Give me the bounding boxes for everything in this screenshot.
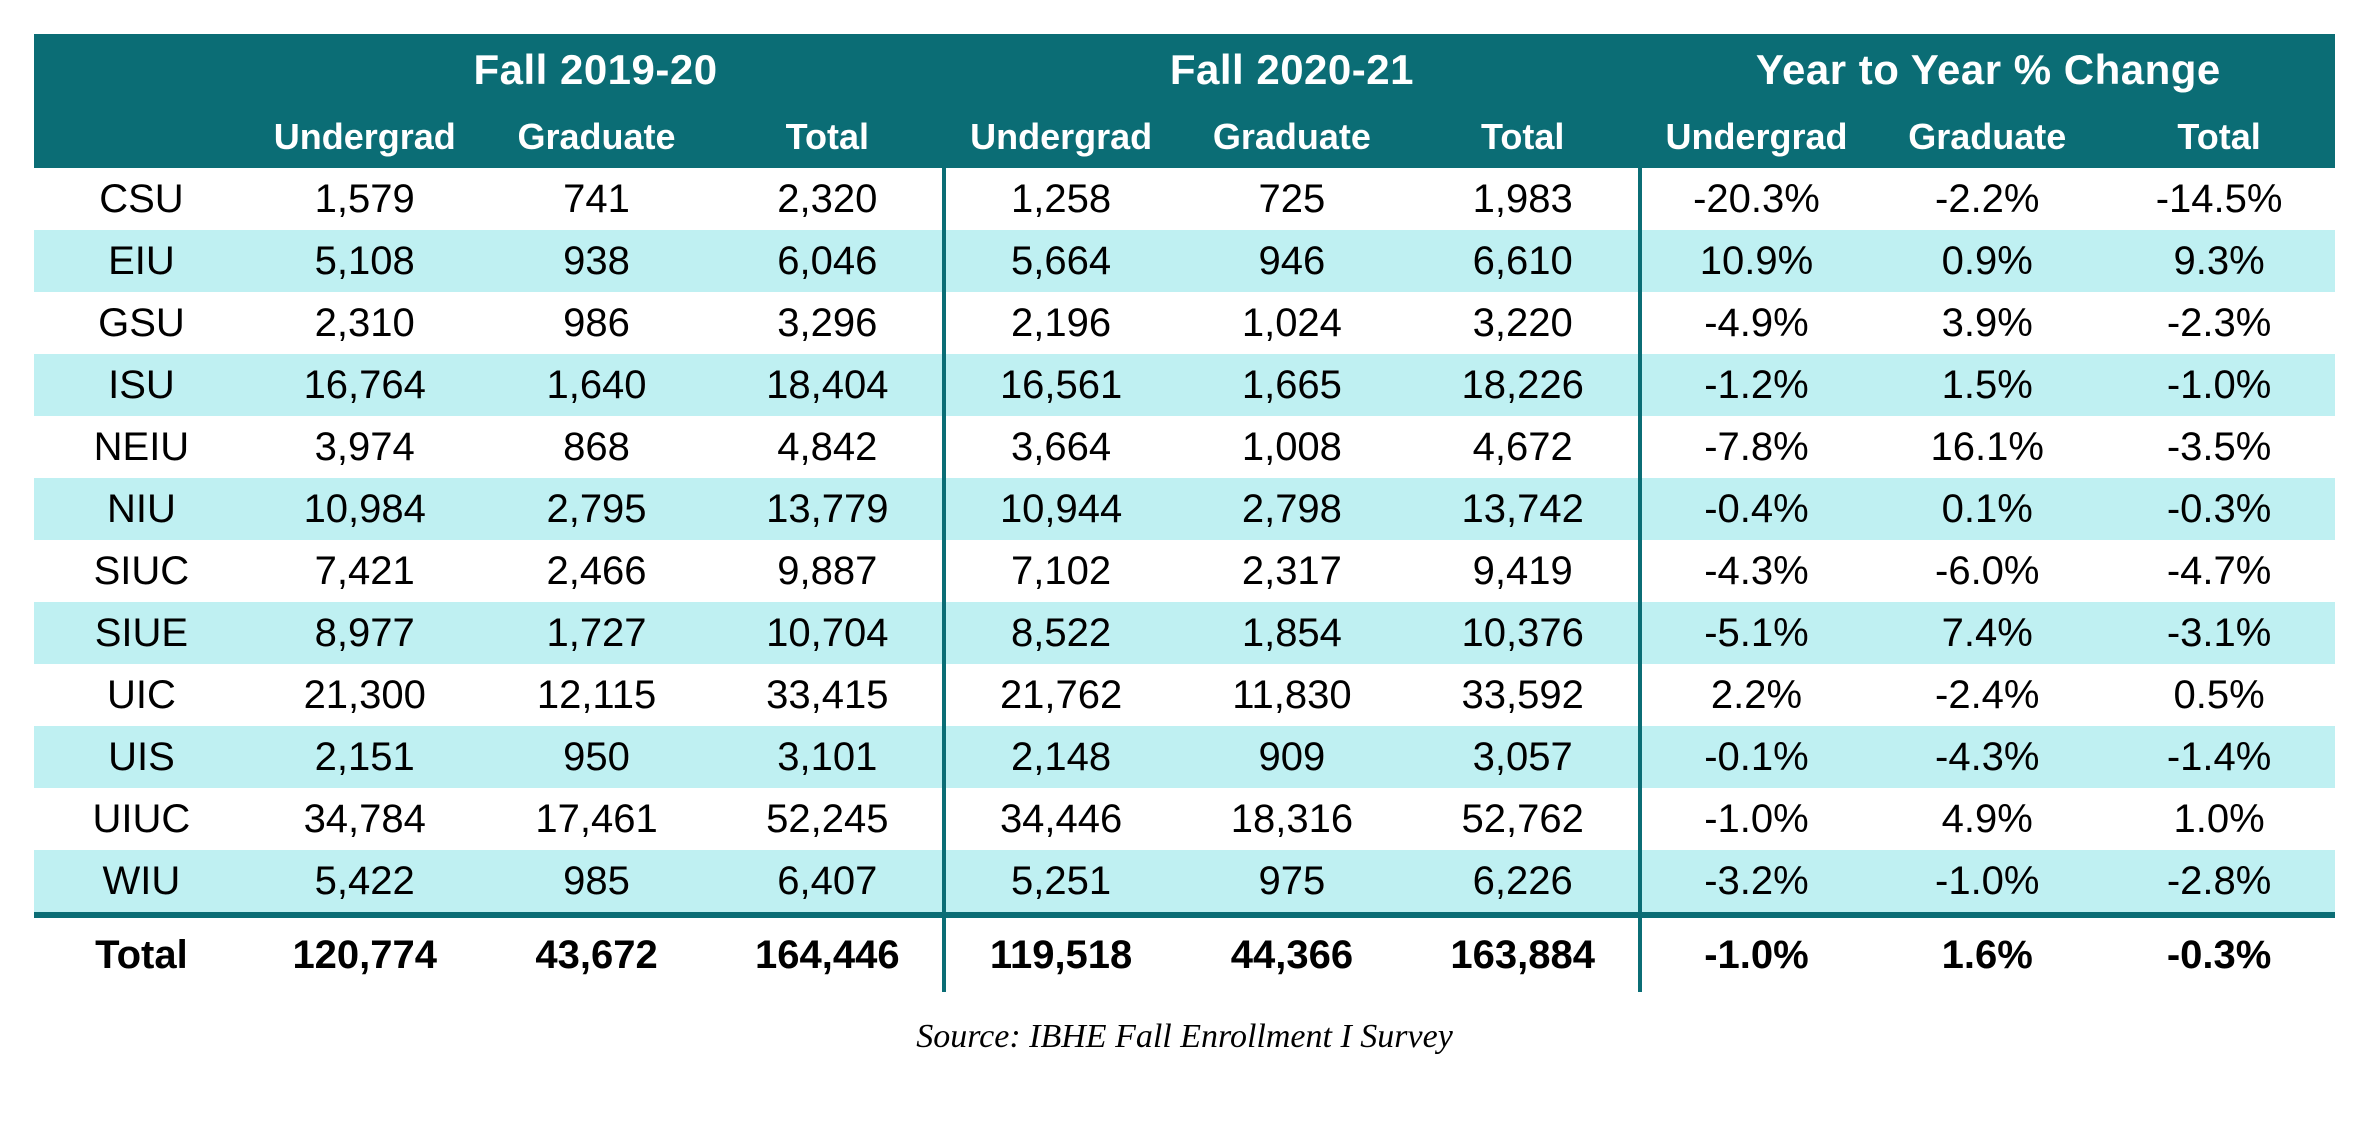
- cell-2020-graduate: 725: [1258, 177, 1326, 221]
- column-header-2019-undergrad: Undergrad: [249, 106, 481, 168]
- table-row: [34, 292, 2335, 354]
- cell-2019-graduate: 12,115: [536, 673, 657, 717]
- column-header-2020-total: Total: [1408, 106, 1640, 168]
- cell-2019-undergrad: 34,784: [303, 797, 426, 841]
- group-header-fall-2020: Fall 2020-21: [944, 34, 1639, 106]
- row-institution: ISU: [34, 354, 249, 416]
- cell-change-undergrad: 2.2%: [1640, 664, 1872, 726]
- cell-change-total: -3.1%: [2103, 602, 2335, 664]
- table-row: [34, 726, 2335, 788]
- cell-change-total: 1.0%: [2173, 797, 2265, 841]
- column-header-row: [34, 106, 2335, 168]
- cell-2019-total: 6,407: [712, 850, 944, 915]
- cell-change-graduate: 1.5%: [1871, 354, 2103, 416]
- cell-2019-total: 13,779: [712, 478, 944, 540]
- total-row-label: Total: [34, 915, 249, 992]
- cell-2020-undergrad: 1,258: [944, 168, 1176, 230]
- cell-change-undergrad: -0.4%: [1640, 478, 1872, 540]
- cell-2020-graduate: 946: [1176, 230, 1408, 292]
- cell-change-total: -1.0%: [2103, 354, 2335, 416]
- cell-2019-graduate: 950: [481, 726, 713, 788]
- cell-2019-total: 3,101: [712, 726, 944, 788]
- cell-change-undergrad: -0.1%: [1640, 726, 1872, 788]
- cell-change-graduate: 7.4%: [1871, 602, 2103, 664]
- cell-change-total: -1.4%: [2103, 726, 2335, 788]
- table-row: [34, 478, 2335, 540]
- total-change-total: -0.3%: [2103, 915, 2335, 992]
- cell-2020-total: 6,610: [1408, 230, 1640, 292]
- cell-2019-graduate: 1,640: [481, 354, 713, 416]
- group-header-row: [34, 34, 2335, 106]
- cell-change-undergrad: -4.9%: [1640, 292, 1872, 354]
- cell-2019-total: 10,704: [712, 602, 944, 664]
- group-header-yoy-change: Year to Year % Change: [1640, 34, 2335, 106]
- cell-change-graduate: 3.9%: [1941, 301, 2033, 345]
- group-header-corner: [34, 34, 249, 106]
- table-row: [34, 540, 2335, 602]
- cell-2020-total: 13,742: [1408, 478, 1640, 540]
- row-institution: UIUC: [92, 797, 191, 841]
- cell-change-total: -0.3%: [2103, 478, 2335, 540]
- cell-2020-total: 9,419: [1472, 549, 1573, 593]
- cell-change-total: -2.8%: [2103, 850, 2335, 915]
- cell-2019-undergrad: 2,310: [314, 301, 415, 345]
- cell-2020-graduate: 2,798: [1176, 478, 1408, 540]
- table-row: [34, 664, 2335, 726]
- cell-2020-total: 6,226: [1408, 850, 1640, 915]
- row-institution: GSU: [98, 301, 185, 345]
- cell-2019-total: 18,404: [712, 354, 944, 416]
- cell-change-undergrad: -20.3%: [1640, 168, 1872, 230]
- cell-2020-undergrad: 10,944: [944, 478, 1176, 540]
- total-2019-total: 164,446: [712, 915, 944, 992]
- cell-2019-total: 2,320: [777, 177, 878, 221]
- cell-2020-graduate: 975: [1176, 850, 1408, 915]
- column-header-change-graduate: Graduate: [1871, 106, 2103, 168]
- table-row: [34, 602, 2335, 664]
- cell-2020-undergrad: 16,561: [944, 354, 1176, 416]
- total-2019-undergrad: 120,774: [249, 915, 481, 992]
- cell-2019-total: 9,887: [777, 549, 878, 593]
- cell-2020-total: 3,057: [1408, 726, 1640, 788]
- column-header-2020-graduate: Graduate: [1176, 106, 1408, 168]
- column-header-2020-undergrad: Undergrad: [944, 106, 1176, 168]
- cell-change-graduate: 0.1%: [1871, 478, 2103, 540]
- row-institution: CSU: [99, 177, 184, 221]
- cell-2019-graduate: 868: [563, 425, 630, 469]
- cell-2020-undergrad: 7,102: [944, 540, 1176, 602]
- cell-change-graduate: 4.9%: [1941, 797, 2033, 841]
- cell-2020-graduate: 11,830: [1232, 673, 1352, 717]
- cell-2019-total: 52,245: [766, 797, 889, 841]
- column-header-2019-total: Total: [712, 106, 944, 168]
- cell-change-undergrad: -7.8%: [1640, 416, 1872, 478]
- table-row: [34, 850, 2335, 915]
- column-header-change-undergrad: Undergrad: [1640, 106, 1872, 168]
- table-header: [34, 34, 2335, 168]
- cell-2020-total: 3,220: [1472, 301, 1573, 345]
- cell-2020-total: 1,983: [1472, 177, 1573, 221]
- cell-2019-graduate: 985: [481, 850, 713, 915]
- cell-2020-total: 52,762: [1461, 797, 1584, 841]
- cell-change-total: -4.7%: [2166, 549, 2272, 593]
- row-institution: WIU: [34, 850, 249, 915]
- cell-2019-total: 33,415: [766, 673, 889, 717]
- cell-change-graduate: -2.4%: [1935, 673, 2040, 717]
- cell-2020-undergrad: 2,148: [944, 726, 1176, 788]
- cell-2020-graduate: 1,008: [1241, 425, 1342, 469]
- total-change-graduate: 1.6%: [1871, 915, 2103, 992]
- cell-2020-graduate: 1,665: [1176, 354, 1408, 416]
- cell-2020-undergrad: 5,251: [944, 850, 1176, 915]
- cell-2019-graduate: 2,795: [481, 478, 713, 540]
- total-2020-total: 163,884: [1408, 915, 1640, 992]
- table-total-row: [34, 915, 2335, 992]
- table-row: [34, 416, 2335, 478]
- cell-2019-graduate: 741: [563, 177, 630, 221]
- row-institution: SIUC: [93, 549, 190, 593]
- table-row: [34, 354, 2335, 416]
- cell-change-graduate: -1.0%: [1871, 850, 2103, 915]
- cell-change-total: 9.3%: [2103, 230, 2335, 292]
- cell-2020-undergrad: 34,446: [944, 788, 1176, 850]
- cell-2020-undergrad: 3,664: [944, 416, 1176, 478]
- cell-2020-total: 10,376: [1408, 602, 1640, 664]
- cell-2019-undergrad: 3,974: [314, 425, 415, 469]
- total-2020-undergrad: 119,518: [944, 915, 1176, 992]
- cell-change-undergrad: -3.2%: [1640, 850, 1872, 915]
- cell-2019-undergrad: 8,977: [249, 602, 481, 664]
- cell-2020-total: 4,672: [1472, 425, 1573, 469]
- cell-change-total: -2.3%: [2166, 301, 2272, 345]
- cell-2019-undergrad: 21,300: [303, 673, 426, 717]
- cell-2019-total: 4,842: [777, 425, 878, 469]
- row-institution: UIC: [106, 673, 176, 717]
- cell-2020-undergrad: 5,664: [944, 230, 1176, 292]
- cell-change-undergrad: -1.0%: [1640, 788, 1872, 850]
- row-institution: NEIU: [93, 425, 190, 469]
- cell-change-graduate: 0.9%: [1871, 230, 2103, 292]
- cell-change-graduate: -2.2%: [1935, 177, 2040, 221]
- cell-2020-graduate: 1,854: [1176, 602, 1408, 664]
- table-row: [34, 230, 2335, 292]
- cell-change-undergrad: -4.3%: [1640, 540, 1872, 602]
- table-row: [34, 168, 2335, 230]
- cell-2020-graduate: 2,317: [1241, 549, 1342, 593]
- cell-2020-graduate: 18,316: [1230, 797, 1354, 841]
- column-header-2019-graduate: Graduate: [481, 106, 713, 168]
- cell-2019-graduate: 17,461: [535, 797, 658, 841]
- cell-2020-total: 33,592: [1461, 673, 1584, 717]
- group-header-fall-2019: Fall 2019-20: [249, 34, 944, 106]
- cell-change-total: -14.5%: [2155, 177, 2283, 221]
- row-institution: NIU: [34, 478, 249, 540]
- row-institution: EIU: [34, 230, 249, 292]
- table-body: [34, 168, 2335, 992]
- cell-change-graduate: -4.3%: [1871, 726, 2103, 788]
- enrollment-table: [34, 34, 2335, 992]
- source-note: Source: IBHE Fall Enrollment I Survey: [916, 1018, 1453, 1055]
- cell-2019-undergrad: 5,108: [249, 230, 481, 292]
- cell-2020-undergrad: 8,522: [944, 602, 1176, 664]
- cell-2019-undergrad: 5,422: [249, 850, 481, 915]
- cell-2019-undergrad: 2,151: [249, 726, 481, 788]
- row-institution: UIS: [34, 726, 249, 788]
- cell-change-total: -3.5%: [2166, 425, 2272, 469]
- cell-2019-undergrad: 16,764: [249, 354, 481, 416]
- total-2019-graduate: 43,672: [481, 915, 713, 992]
- cell-2019-graduate: 986: [563, 301, 630, 345]
- cell-2020-graduate: 909: [1176, 726, 1408, 788]
- column-header-change-total: Total: [2103, 106, 2335, 168]
- cell-change-undergrad: -1.2%: [1640, 354, 1872, 416]
- cell-2019-graduate: 938: [481, 230, 713, 292]
- total-2020-graduate: 44,366: [1176, 915, 1408, 992]
- cell-2019-undergrad: 1,579: [314, 177, 415, 221]
- cell-change-graduate: 16.1%: [1930, 425, 2044, 469]
- total-change-undergrad: -1.0%: [1640, 915, 1872, 992]
- cell-2020-undergrad: 21,762: [944, 664, 1176, 726]
- cell-2019-total: 3,296: [777, 301, 878, 345]
- cell-2019-graduate: 2,466: [546, 549, 647, 593]
- cell-change-total: 0.5%: [2173, 673, 2265, 717]
- cell-2020-graduate: 1,024: [1241, 301, 1342, 345]
- cell-2019-undergrad: 10,984: [249, 478, 481, 540]
- cell-2020-total: 18,226: [1408, 354, 1640, 416]
- cell-2019-total: 6,046: [712, 230, 944, 292]
- table-row: [34, 788, 2335, 850]
- cell-2019-undergrad: 7,421: [314, 549, 415, 593]
- cell-2019-graduate: 1,727: [481, 602, 713, 664]
- row-institution: SIUE: [34, 602, 249, 664]
- column-header-institution: [34, 106, 249, 168]
- cell-change-graduate: -6.0%: [1935, 549, 2040, 593]
- cell-2020-undergrad: 2,196: [944, 292, 1176, 354]
- cell-change-undergrad: -5.1%: [1640, 602, 1872, 664]
- cell-change-undergrad: 10.9%: [1640, 230, 1872, 292]
